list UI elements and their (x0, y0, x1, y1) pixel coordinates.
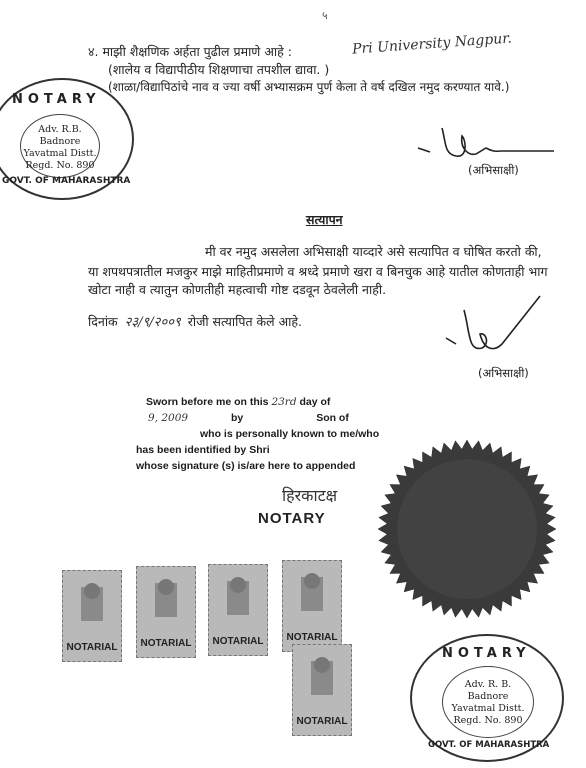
notary-seal-bottom-govt: GOVT. OF MAHARASHTRA (428, 740, 550, 750)
revenue-stamp-label: NOTARIAL (140, 638, 192, 649)
attestation-line5: whose signature (s) is/are here to appended (136, 460, 356, 472)
embossed-seal (376, 438, 558, 620)
notary-signature-stamp: NOTARY (258, 510, 326, 527)
emblem-icon (293, 651, 351, 711)
notary-bottom-name: Adv. R. B. Badnore (464, 679, 512, 702)
notary-bottom-regno: Regd. No. 890 (453, 715, 523, 726)
notary-top-regno: Regd. No. 890 (25, 160, 95, 171)
page-number: ५ (322, 9, 328, 22)
item4-line2: (शालेय व विद्यापीठीय शिक्षणाचा तपशील द्यावा. ) (108, 62, 330, 77)
date-prefix: दिनांक (88, 314, 118, 329)
attestation-stamp (134, 394, 380, 478)
date-line (88, 314, 302, 330)
handwritten-university: Pri University Nagpur. (351, 30, 513, 58)
emblem-icon (209, 571, 267, 631)
item4-line1: ४. माझी शैक्षणिक अर्हता पुढील प्रमाणे आहे : (88, 44, 292, 59)
revenue-stamp-4 (282, 560, 342, 652)
emblem-icon (283, 567, 341, 627)
attestation-sonof: Son of (316, 412, 349, 424)
notary-top-name: Adv. R.B. Badnore (38, 124, 82, 147)
attestation-by: by (231, 412, 244, 424)
attestation-line1-text: Sworn before me on this (146, 396, 269, 408)
revenue-stamp-label: NOTARIAL (212, 636, 264, 647)
attestation-day: 23rd (271, 396, 297, 408)
emblem-icon (63, 577, 121, 637)
notary-top-district: Yavatmal Distt. (23, 148, 97, 159)
revenue-stamp-3 (208, 564, 268, 656)
revenue-stamp-label: NOTARIAL (286, 632, 338, 643)
notary-signature-hand: हिरकाटक्ष (282, 486, 338, 505)
sign-caption-1: (अभिसाक्षी) (468, 163, 519, 177)
notary-seal-top-govt: GOVT. OF MAHARASHTRA (2, 176, 131, 186)
notary-seal-top-inner (20, 114, 100, 178)
date-value: २३/९/२००९ (124, 315, 181, 330)
signature-2 (440, 292, 550, 364)
notary-bottom-district: Yavatmal Distt. (451, 703, 525, 714)
revenue-stamp-label: NOTARIAL (296, 716, 348, 727)
emblem-icon (137, 573, 195, 633)
attestation-dayof: day of (299, 396, 331, 408)
attestation-line1 (146, 396, 330, 408)
sign-caption-2: (अभिसाक्षी) (478, 366, 529, 380)
revenue-stamp-5 (292, 644, 352, 736)
revenue-stamp-label: NOTARIAL (66, 642, 118, 653)
notary-seal-bottom-title: NOTARY (442, 646, 531, 661)
verification-line1: मी वर नमुद असलेला अभिसाक्षी याव्दारे असे सत्यापित व घोषित करतो की, (205, 244, 542, 259)
notary-seal-bottom (410, 634, 564, 762)
notary-seal-top (0, 78, 134, 200)
verification-line2: या शपथपत्रातील मजकुर माझे माहितीप्रमाणे व श्रध्दे प्रमाणे खरा व बिनचुक आहे यातील कोणताही भाग (88, 264, 548, 279)
notary-seal-bottom-inner (442, 666, 534, 738)
item4-line3: (शाळा/विद्यापिठांचे नाव व ज्या वर्षी अभ्यासक्रम पुर्ण केला ते वर्ष दखिल नमुद करण्यात यावे.) (108, 80, 510, 94)
signature-1 (416, 118, 556, 168)
attestation-date-hand: 9, 2009 (148, 412, 189, 424)
notary-seal-top-title: NOTARY (12, 92, 101, 107)
revenue-stamp-2 (136, 566, 196, 658)
revenue-stamp-1 (62, 570, 122, 662)
attestation-line4: has been identified by Shri (136, 444, 270, 456)
attestation-line2 (148, 412, 349, 424)
date-suffix: रोजी सत्यापित केले आहे. (187, 314, 302, 329)
verification-heading: सत्यापन (306, 212, 343, 227)
attestation-line3: who is personally known to me/who (200, 428, 380, 440)
verification-line3: खोटा नाही व त्यातुन कोणतीही महत्वाची गोष्ट दडवून ठेवलेली नाही. (88, 282, 387, 297)
